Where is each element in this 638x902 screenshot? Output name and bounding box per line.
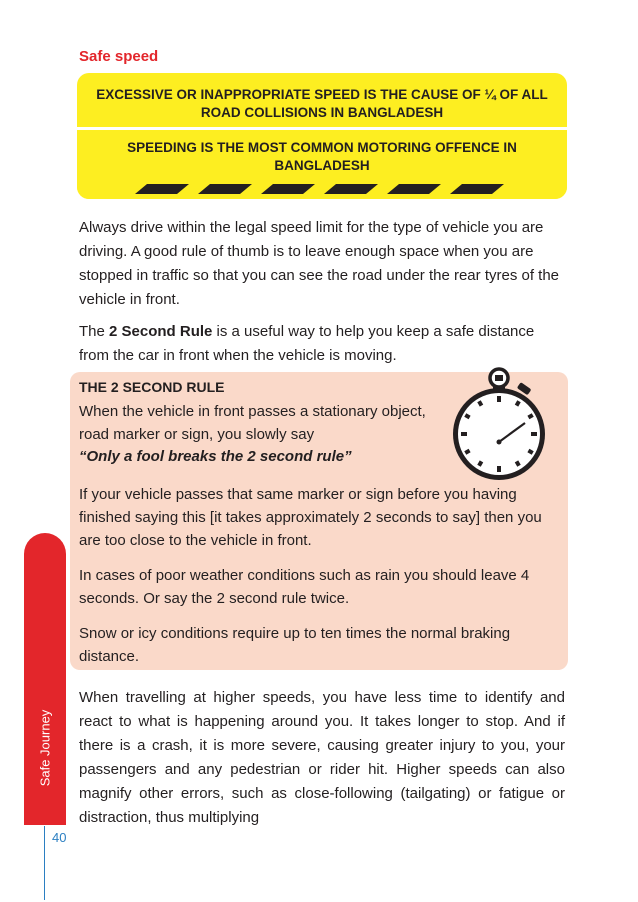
hazard-stripes bbox=[77, 179, 567, 199]
rule-box-text-2: If your vehicle passes that same marker or sign before you having finished saying this [it takes approximately 2 seconds to say] then you are too close to the vehicle in front. bbox=[79, 486, 542, 549]
warning-banner bbox=[77, 73, 567, 199]
two-second-rule-term: 2 Second Rule bbox=[109, 323, 213, 340]
warning-line-2: SPEEDING IS THE MOST COMMON MOTORING OFFENCE IN BANGLADESH bbox=[127, 140, 517, 173]
para2-suffix: is a useful way to help you keep a safe distance from the car in front when the vehicle is moving. bbox=[79, 323, 535, 364]
side-tab-label: Safe Journey bbox=[37, 709, 53, 787]
warning-line-1: EXCESSIVE OR INAPPROPRIATE SPEED IS THE CAUSE OF ¼ OF ALL ROAD COLLISIONS IN BANGLADESH bbox=[96, 87, 548, 120]
para2-prefix: The bbox=[79, 323, 110, 340]
rule-box-heading: THE 2 SECOND RULE bbox=[79, 379, 225, 395]
page-margin-line bbox=[44, 826, 45, 900]
rule-box-text-4: Snow or icy conditions require up to ten times the normal braking distance. bbox=[79, 625, 511, 665]
rule-quote: “Only a fool breaks the 2 second rule” bbox=[79, 448, 352, 465]
paragraph-speed-limit: Always drive within the legal speed limit for the type of vehicle you are driving. A good rule of thumb is to leave enough space when you are stopped in traffic so that you can see the road under the rear tyres of the vehicle in front. bbox=[79, 219, 560, 308]
rule-box-text-3: In cases of poor weather conditions such as rain you should leave 4 seconds. Or say the 2 second rule twice. bbox=[79, 567, 530, 607]
page-number: 40 bbox=[52, 830, 67, 845]
rule-box-text-1: When the vehicle in front passes a stationary object, road marker or sign, you slowly say bbox=[79, 403, 426, 443]
stopwatch-icon bbox=[448, 362, 558, 482]
section-title: Safe speed bbox=[79, 48, 159, 65]
paragraph-two-second-intro bbox=[79, 320, 565, 368]
warning-divider bbox=[77, 127, 567, 130]
paragraph-higher-speeds: When travelling at higher speeds, you have less time to identify and react to what is happening around you. It takes longer to stop. And if there is a crash, it is more severe, causing greater injury to you, your passengers and any pedestrian or rider hit. Higher speeds can also magnify other errors, such as close-following (tailgating) or fatigue or distraction, thus multiplying bbox=[79, 689, 565, 826]
